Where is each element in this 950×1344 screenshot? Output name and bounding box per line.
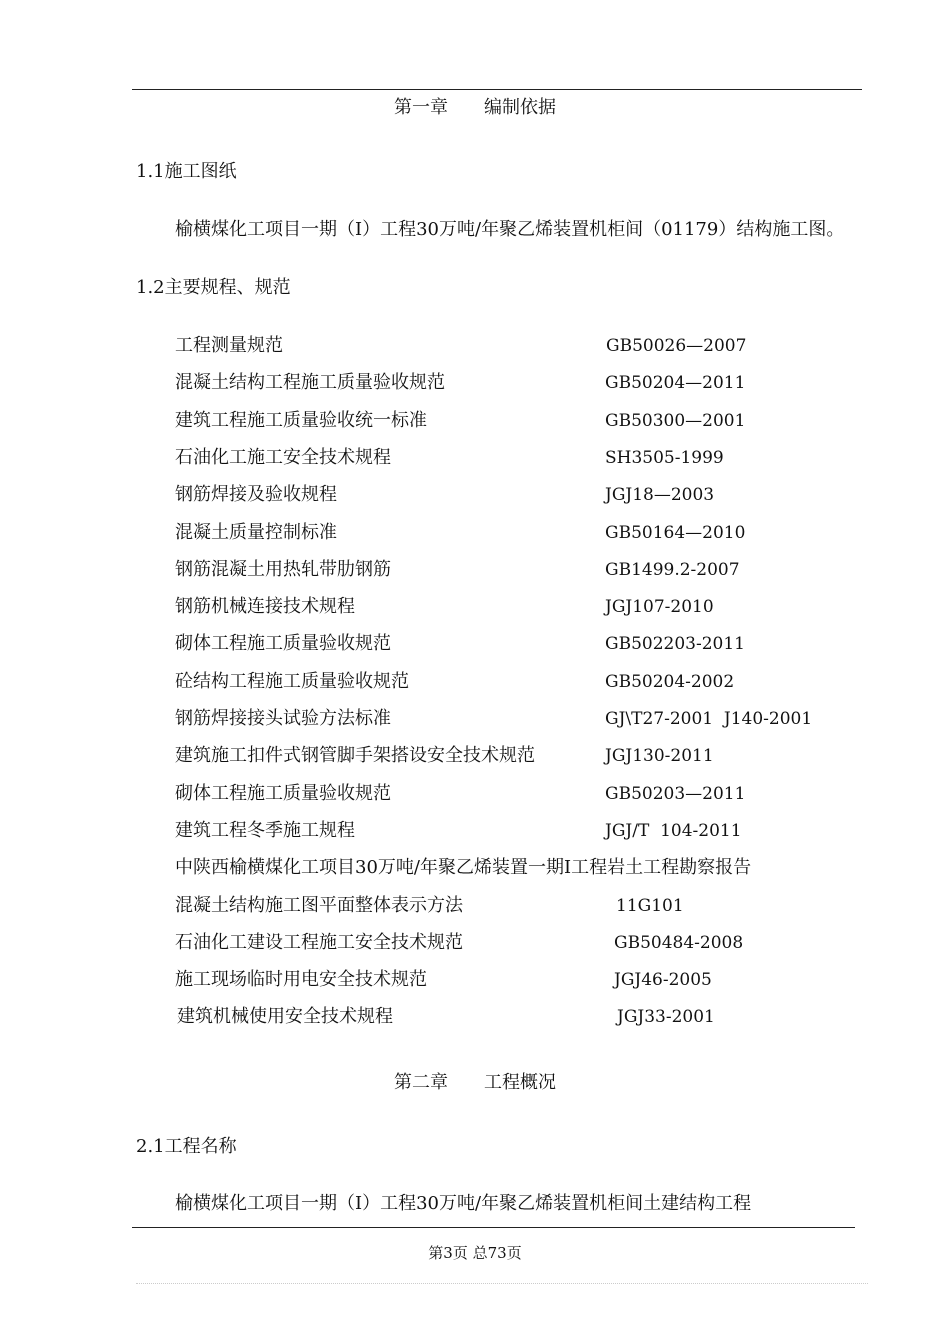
- page-footer: 第3页 总73页: [428, 1244, 522, 1262]
- standard-name: 中陕西榆横煤化工项目30万吨/年聚乙烯装置一期I工程岩土工程勘察报告: [175, 857, 752, 878]
- header-rule: [132, 89, 862, 90]
- standard-name: 建筑工程冬季施工规程: [175, 820, 355, 841]
- chapter-2-title: 第二章 工程概况: [394, 1072, 556, 1093]
- standard-code: JGJ33-2001: [617, 1007, 715, 1027]
- standard-code: 11G101: [616, 896, 684, 916]
- standard-name: 钢筋焊接及验收规程: [175, 484, 337, 505]
- section-1-1-text: 榆横煤化工项目一期（I）工程30万吨/年聚乙烯装置机柜间（01179）结构施工图。: [175, 219, 845, 240]
- standard-name: 石油化工施工安全技术规程: [175, 447, 391, 468]
- standard-code: GB50026—2007: [606, 336, 747, 356]
- section-2-1-text: 榆横煤化工项目一期（I）工程30万吨/年聚乙烯装置机柜间土建结构工程: [175, 1193, 752, 1214]
- standard-name: 建筑施工扣件式钢管脚手架搭设安全技术规范: [175, 745, 535, 766]
- standard-name: 钢筋机械连接技术规程: [175, 596, 355, 617]
- standard-code: SH3505-1999: [605, 448, 724, 468]
- standard-name: 钢筋焊接接头试验方法标准: [175, 708, 391, 729]
- standard-name: 砌体工程施工质量验收规范: [175, 633, 391, 654]
- standard-name: 工程测量规范: [175, 335, 283, 356]
- standard-code: GB50204-2002: [605, 672, 735, 692]
- standard-code: GB502203-2011: [605, 634, 745, 654]
- standard-code: JGJ46-2005: [614, 970, 712, 990]
- standard-name: 钢筋混凝土用热轧带肋钢筋: [175, 559, 391, 580]
- standard-name: 混凝土结构施工图平面整体表示方法: [175, 895, 463, 916]
- standard-name: 砼结构工程施工质量验收规范: [175, 671, 409, 692]
- page-edge-rule: [136, 1283, 868, 1284]
- standard-code: GB1499.2-2007: [605, 560, 740, 580]
- standard-name: 石油化工建设工程施工安全技术规范: [175, 932, 463, 953]
- standard-name: 混凝土质量控制标准: [175, 522, 337, 543]
- standard-code: JGJ/T 104-2011: [605, 821, 742, 841]
- standard-name: 建筑机械使用安全技术规程: [177, 1006, 393, 1027]
- footer-rule: [132, 1227, 855, 1228]
- standard-code: JGJ130-2011: [605, 746, 714, 766]
- section-2-1-heading: 2.1工程名称: [136, 1136, 237, 1157]
- standard-code: GB50204—2011: [605, 373, 746, 393]
- standard-code: GB50164—2010: [605, 523, 746, 543]
- standard-code: GJ\T27-2001 J140-2001: [605, 709, 813, 729]
- standard-code: GB50484-2008: [614, 933, 744, 953]
- standard-name: 砌体工程施工质量验收规范: [175, 783, 391, 804]
- standard-name: 施工现场临时用电安全技术规范: [175, 969, 427, 990]
- standard-code: GB50300—2001: [605, 411, 746, 431]
- standard-name: 混凝土结构工程施工质量验收规范: [175, 372, 445, 393]
- standard-name: 建筑工程施工质量验收统一标准: [175, 410, 427, 431]
- standard-code: JGJ18—2003: [605, 485, 715, 505]
- standard-code: GB50203—2011: [605, 784, 746, 804]
- chapter-1-title: 第一章 编制依据: [394, 97, 556, 118]
- standard-code: JGJ107-2010: [605, 597, 714, 617]
- section-1-1-heading: 1.1施工图纸: [136, 161, 237, 182]
- section-1-2-heading: 1.2主要规程、规范: [136, 277, 291, 298]
